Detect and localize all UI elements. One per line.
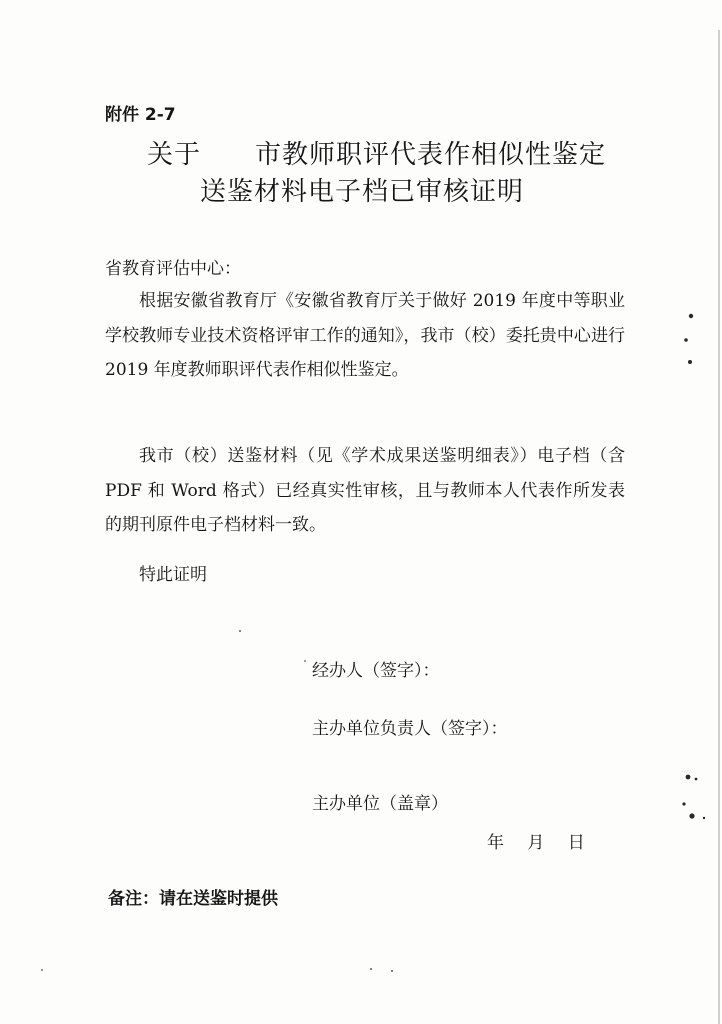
closing-text: 特此证明 (139, 565, 207, 585)
title-line-2: 送鉴材料电子档已审核证明 (200, 177, 525, 207)
speck (689, 813, 694, 818)
speck (370, 968, 372, 970)
speck (41, 969, 43, 971)
speck (391, 970, 393, 972)
body-paragraph-2: 我市（校）送鉴材料（见《学术成果送鉴明细表》）电子档（含 PDF 和 Word 格式）已经真实性审核，且与教师本人代表作所发表的期刊原件电子档材料一致。 (105, 446, 625, 535)
scan-edge-line (718, 30, 720, 1024)
speck (689, 314, 693, 318)
date-line: 年 月 日 (487, 833, 585, 853)
remark-note: 备注：请在送鉴时提供 (108, 889, 278, 909)
signature-unit-head: 主办单位负责人（签字）： (312, 719, 508, 739)
speck (304, 660, 306, 662)
speck (686, 775, 691, 780)
attachment-label: 附件 2-7 (105, 105, 176, 125)
title-line-1: 关于 市教师职评代表作相似性鉴定 (147, 140, 607, 170)
speck (703, 817, 705, 819)
speck (682, 802, 685, 805)
speck (688, 360, 692, 364)
speck (239, 630, 241, 632)
signature-unit-seal: 主办单位（盖章） (312, 794, 448, 814)
speck (684, 338, 688, 342)
signature-handler: 经办人（签字）： (312, 661, 440, 681)
salutation: 省教育评估中心： (105, 259, 241, 279)
speck (695, 778, 698, 781)
body-paragraph-1: 根据安徽省教育厅《安徽省教育厅关于做好 2019 年度中等职业学校教师专业技术资格评审工作的通知》，我市（校）委托贵中心进行 2019 年度教师职评代表作相似性鉴定。 (105, 291, 625, 380)
